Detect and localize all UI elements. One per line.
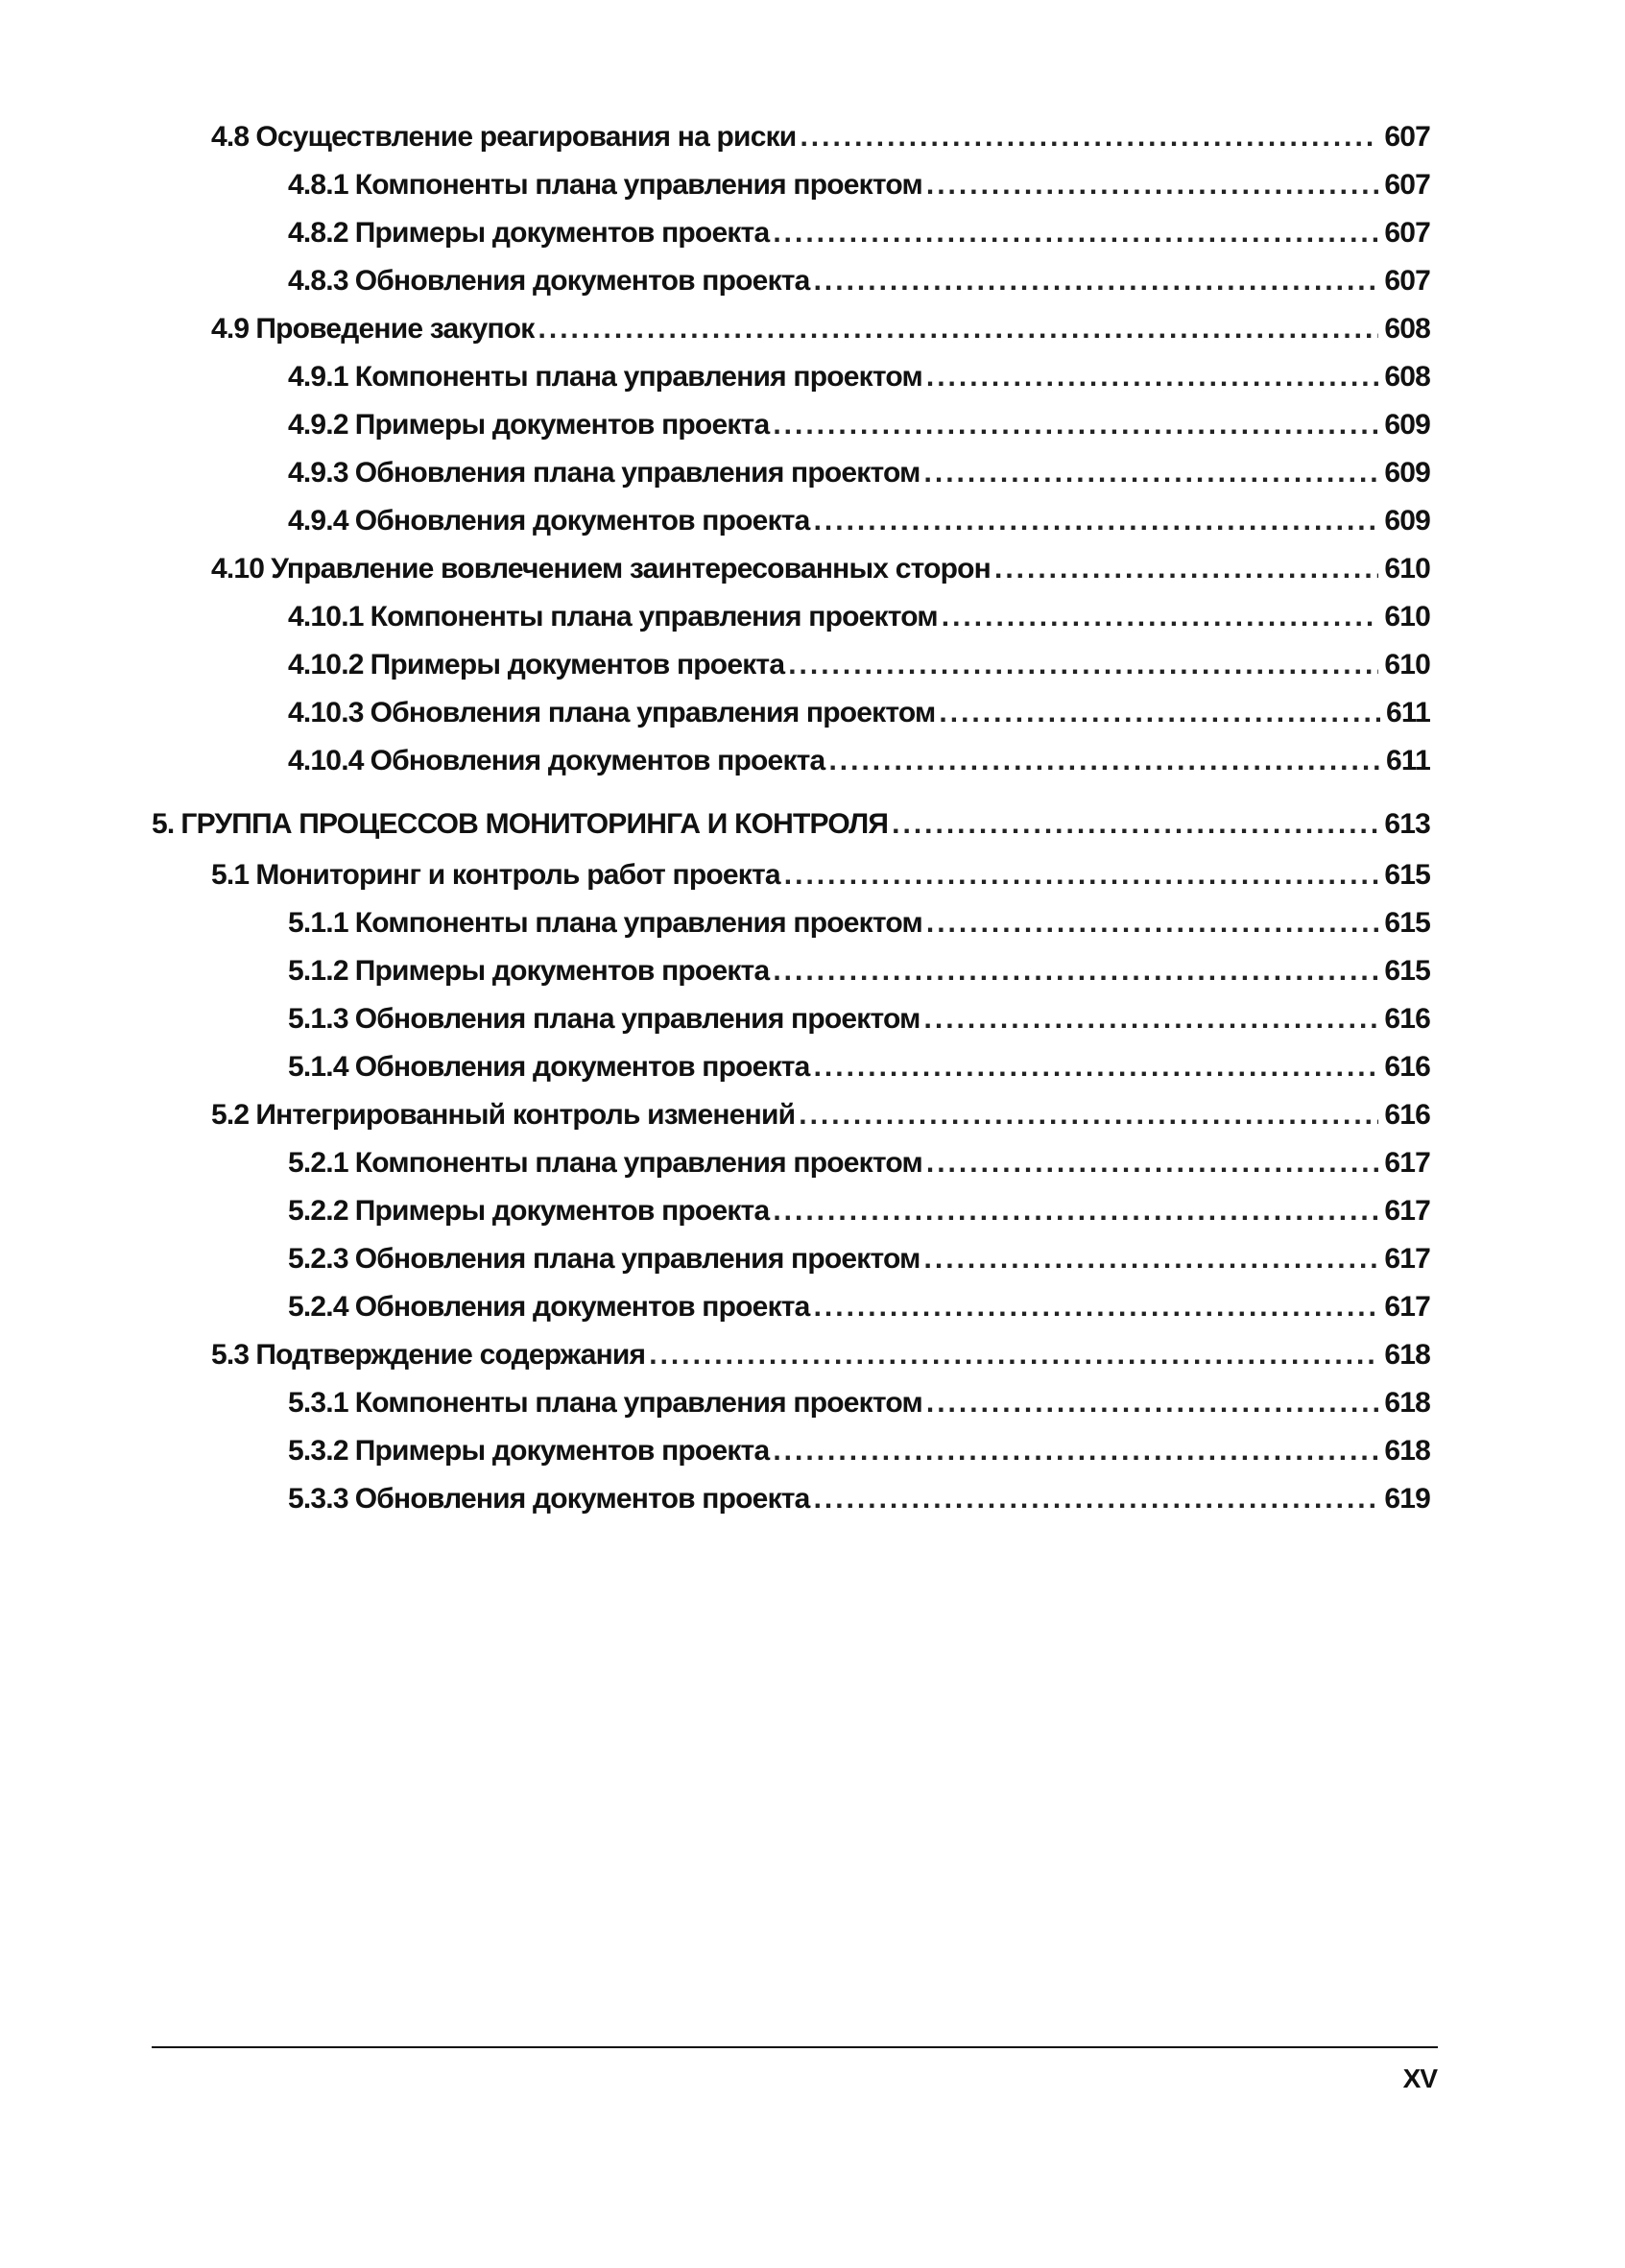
toc-entry-number: 4.9 — [211, 313, 250, 345]
toc-entry-title: Компоненты плана управления проектом — [354, 1387, 922, 1419]
toc-entry-page: 619 — [1384, 1483, 1430, 1515]
toc-entry[interactable] — [152, 1379, 1430, 1427]
dot-leader — [784, 851, 1379, 899]
toc-entry-title: Обновления документов проекта — [370, 745, 825, 776]
toc-entry-title: Компоненты плана управления проектом — [354, 907, 922, 939]
toc-entry[interactable] — [152, 1091, 1430, 1139]
toc-entry-page: 615 — [1384, 907, 1430, 939]
toc-entry-title: ГРУППА ПРОЦЕССОВ МОНИТОРИНГА И КОНТРОЛЯ — [180, 808, 889, 840]
dot-leader — [939, 689, 1380, 737]
toc-entry[interactable] — [152, 113, 1430, 161]
toc-entry-number: 5.2.1 — [288, 1147, 348, 1179]
toc-entry[interactable] — [152, 1475, 1430, 1523]
toc-entry-number: 5.2.4 — [288, 1291, 348, 1323]
toc-entry-title: Обновления плана управления проектом — [354, 1003, 920, 1035]
toc-entry-page: 609 — [1384, 505, 1430, 537]
dot-leader — [800, 113, 1378, 161]
toc-entry[interactable] — [152, 737, 1430, 785]
toc-entry-page: 613 — [1384, 808, 1430, 840]
toc-entry-number: 5.3.2 — [288, 1435, 348, 1467]
toc-entry[interactable] — [152, 1427, 1430, 1475]
toc-entry-number: 5. — [152, 808, 175, 840]
dot-leader — [773, 947, 1378, 995]
dot-leader — [892, 800, 1378, 848]
toc-entry-number: 5.1.4 — [288, 1051, 348, 1083]
page-number: XV — [1402, 2064, 1437, 2093]
toc-entry-number: 5.1.1 — [288, 907, 348, 939]
toc-entry-page: 608 — [1384, 361, 1430, 393]
dot-leader — [799, 1091, 1378, 1139]
toc-entry[interactable] — [152, 593, 1430, 641]
dot-leader — [814, 1283, 1379, 1331]
toc-entry-number: 4.10.1 — [288, 601, 364, 633]
toc-entry-page: 616 — [1384, 1051, 1430, 1083]
toc-entry-page: 607 — [1384, 217, 1430, 249]
toc-entry-number: 4.9.4 — [288, 505, 348, 537]
toc-entry-page: 607 — [1384, 265, 1430, 297]
dot-leader — [649, 1331, 1378, 1379]
table-of-contents — [152, 113, 1430, 1523]
toc-entry-page: 617 — [1384, 1243, 1430, 1275]
toc-entry-title: Компоненты плана управления проектом — [354, 361, 922, 393]
toc-entry-page: 617 — [1384, 1147, 1430, 1179]
toc-entry-number: 5.2.3 — [288, 1243, 348, 1275]
toc-entry[interactable] — [152, 1331, 1430, 1379]
dot-leader — [942, 593, 1379, 641]
toc-entry-title: Компоненты плана управления проектом — [354, 169, 922, 201]
toc-entry-number: 5.3.1 — [288, 1387, 348, 1419]
toc-entry[interactable] — [152, 305, 1430, 353]
toc-entry-number: 4.10 — [211, 553, 265, 585]
toc-entry-page: 617 — [1384, 1195, 1430, 1227]
toc-entry-title: Обновления документов проекта — [354, 1291, 810, 1323]
toc-entry-title: Примеры документов проекта — [354, 217, 770, 249]
dot-leader — [828, 737, 1380, 785]
toc-entry-number: 5.2 — [211, 1099, 250, 1131]
toc-entry-number: 5.1.3 — [288, 1003, 348, 1035]
toc-entry-title: Интегрированный контроль изменений — [255, 1099, 796, 1131]
toc-entry-title: Обновления плана управления проектом — [354, 457, 920, 489]
toc-entry-page: 611 — [1386, 745, 1430, 776]
toc-entry-page: 610 — [1384, 601, 1430, 633]
toc-entry-page: 615 — [1384, 859, 1430, 891]
toc-entry[interactable] — [152, 1187, 1430, 1235]
toc-entry-page: 617 — [1384, 1291, 1430, 1323]
toc-entry[interactable] — [152, 800, 1430, 848]
toc-entry-title: Компоненты плана управления проектом — [370, 601, 938, 633]
toc-entry-page: 607 — [1384, 169, 1430, 201]
toc-entry-title: Обновления плана управления проектом — [370, 697, 936, 728]
toc-entry-number: 4.8 — [211, 121, 250, 153]
toc-entry-number: 4.10.3 — [288, 697, 364, 728]
toc-entry-page: 611 — [1386, 697, 1430, 728]
toc-entry-title: Примеры документов проекта — [354, 1195, 770, 1227]
toc-entry[interactable] — [152, 1283, 1430, 1331]
toc-entry-page: 608 — [1384, 313, 1430, 345]
toc-entry[interactable] — [152, 257, 1430, 305]
toc-entry-number: 5.3.3 — [288, 1483, 348, 1515]
toc-entry[interactable] — [152, 209, 1430, 257]
dot-leader — [814, 497, 1379, 545]
toc-entry-title: Управление вовлечением заинтересованных сторон — [271, 553, 991, 585]
toc-entry[interactable] — [152, 851, 1430, 899]
toc-entry-number: 4.9.2 — [288, 409, 348, 441]
toc-entry-number: 4.10.2 — [288, 649, 364, 680]
toc-entry-title: Обновления документов проекта — [354, 505, 810, 537]
toc-entry-title: Проведение закупок — [255, 313, 535, 345]
dot-leader — [538, 305, 1379, 353]
toc-entry-title: Примеры документов проекта — [370, 649, 785, 680]
toc-entry-title: Осуществление реагирования на риски — [255, 121, 797, 153]
dot-leader — [814, 257, 1379, 305]
toc-entry-page: 618 — [1384, 1339, 1430, 1371]
toc-entry-number: 4.8.3 — [288, 265, 348, 297]
dot-leader — [924, 1235, 1379, 1283]
dot-leader — [814, 1475, 1379, 1523]
toc-entry-page: 616 — [1384, 1003, 1430, 1035]
toc-entry[interactable] — [152, 1043, 1430, 1091]
toc-entry[interactable] — [152, 353, 1430, 401]
dot-leader — [773, 1187, 1378, 1235]
toc-entry-number: 4.8.2 — [288, 217, 348, 249]
dot-leader — [926, 1139, 1378, 1187]
toc-entry-page: 615 — [1384, 955, 1430, 987]
toc-entry-title: Обновления документов проекта — [354, 1051, 810, 1083]
toc-entry[interactable] — [152, 1235, 1430, 1283]
dot-leader — [924, 995, 1379, 1043]
toc-entry-number: 4.8.1 — [288, 169, 348, 201]
toc-entry[interactable] — [152, 641, 1430, 689]
toc-entry[interactable] — [152, 689, 1430, 737]
toc-entry-page: 610 — [1384, 553, 1430, 585]
toc-entry[interactable] — [152, 449, 1430, 497]
toc-entry-title: Подтверждение содержания — [255, 1339, 646, 1371]
toc-entry-page: 610 — [1384, 649, 1430, 680]
dot-leader — [926, 353, 1378, 401]
toc-entry-number: 5.3 — [211, 1339, 250, 1371]
dot-leader — [773, 1427, 1378, 1475]
toc-entry-page: 618 — [1384, 1435, 1430, 1467]
toc-entry-title: Примеры документов проекта — [354, 1435, 770, 1467]
toc-entry[interactable] — [152, 899, 1430, 947]
toc-entry-title: Обновления плана управления проектом — [354, 1243, 920, 1275]
dot-leader — [926, 161, 1378, 209]
toc-entry-title: Мониторинг и контроль работ проекта — [255, 859, 780, 891]
dot-leader — [773, 209, 1378, 257]
toc-entry-number: 5.2.2 — [288, 1195, 348, 1227]
toc-entry[interactable] — [152, 161, 1430, 209]
toc-entry[interactable] — [152, 947, 1430, 995]
toc-entry[interactable] — [152, 1139, 1430, 1187]
toc-entry-number: 4.9.1 — [288, 361, 348, 393]
dot-leader — [994, 545, 1378, 593]
toc-entry[interactable] — [152, 401, 1430, 449]
toc-entry-page: 607 — [1384, 121, 1430, 153]
toc-entry-title: Компоненты плана управления проектом — [354, 1147, 922, 1179]
toc-entry-number: 5.1.2 — [288, 955, 348, 987]
dot-leader — [924, 449, 1379, 497]
toc-entry-title: Примеры документов проекта — [354, 409, 770, 441]
toc-entry-page: 609 — [1384, 457, 1430, 489]
toc-entry-title: Обновления документов проекта — [354, 1483, 810, 1515]
dot-leader — [773, 401, 1378, 449]
footer-divider — [152, 2046, 1438, 2048]
toc-entry[interactable] — [152, 995, 1430, 1043]
dot-leader — [926, 1379, 1378, 1427]
dot-leader — [814, 1043, 1379, 1091]
toc-entry-number: 4.9.3 — [288, 457, 348, 489]
toc-entry-title: Обновления документов проекта — [354, 265, 810, 297]
toc-entry-title: Примеры документов проекта — [354, 955, 770, 987]
toc-entry-number: 4.10.4 — [288, 745, 364, 776]
toc-entry-page: 618 — [1384, 1387, 1430, 1419]
toc-entry-page: 616 — [1384, 1099, 1430, 1131]
toc-entry[interactable] — [152, 497, 1430, 545]
toc-entry-page: 609 — [1384, 409, 1430, 441]
dot-leader — [926, 899, 1378, 947]
toc-entry-number: 5.1 — [211, 859, 250, 891]
toc-entry[interactable] — [152, 545, 1430, 593]
dot-leader — [788, 641, 1378, 689]
